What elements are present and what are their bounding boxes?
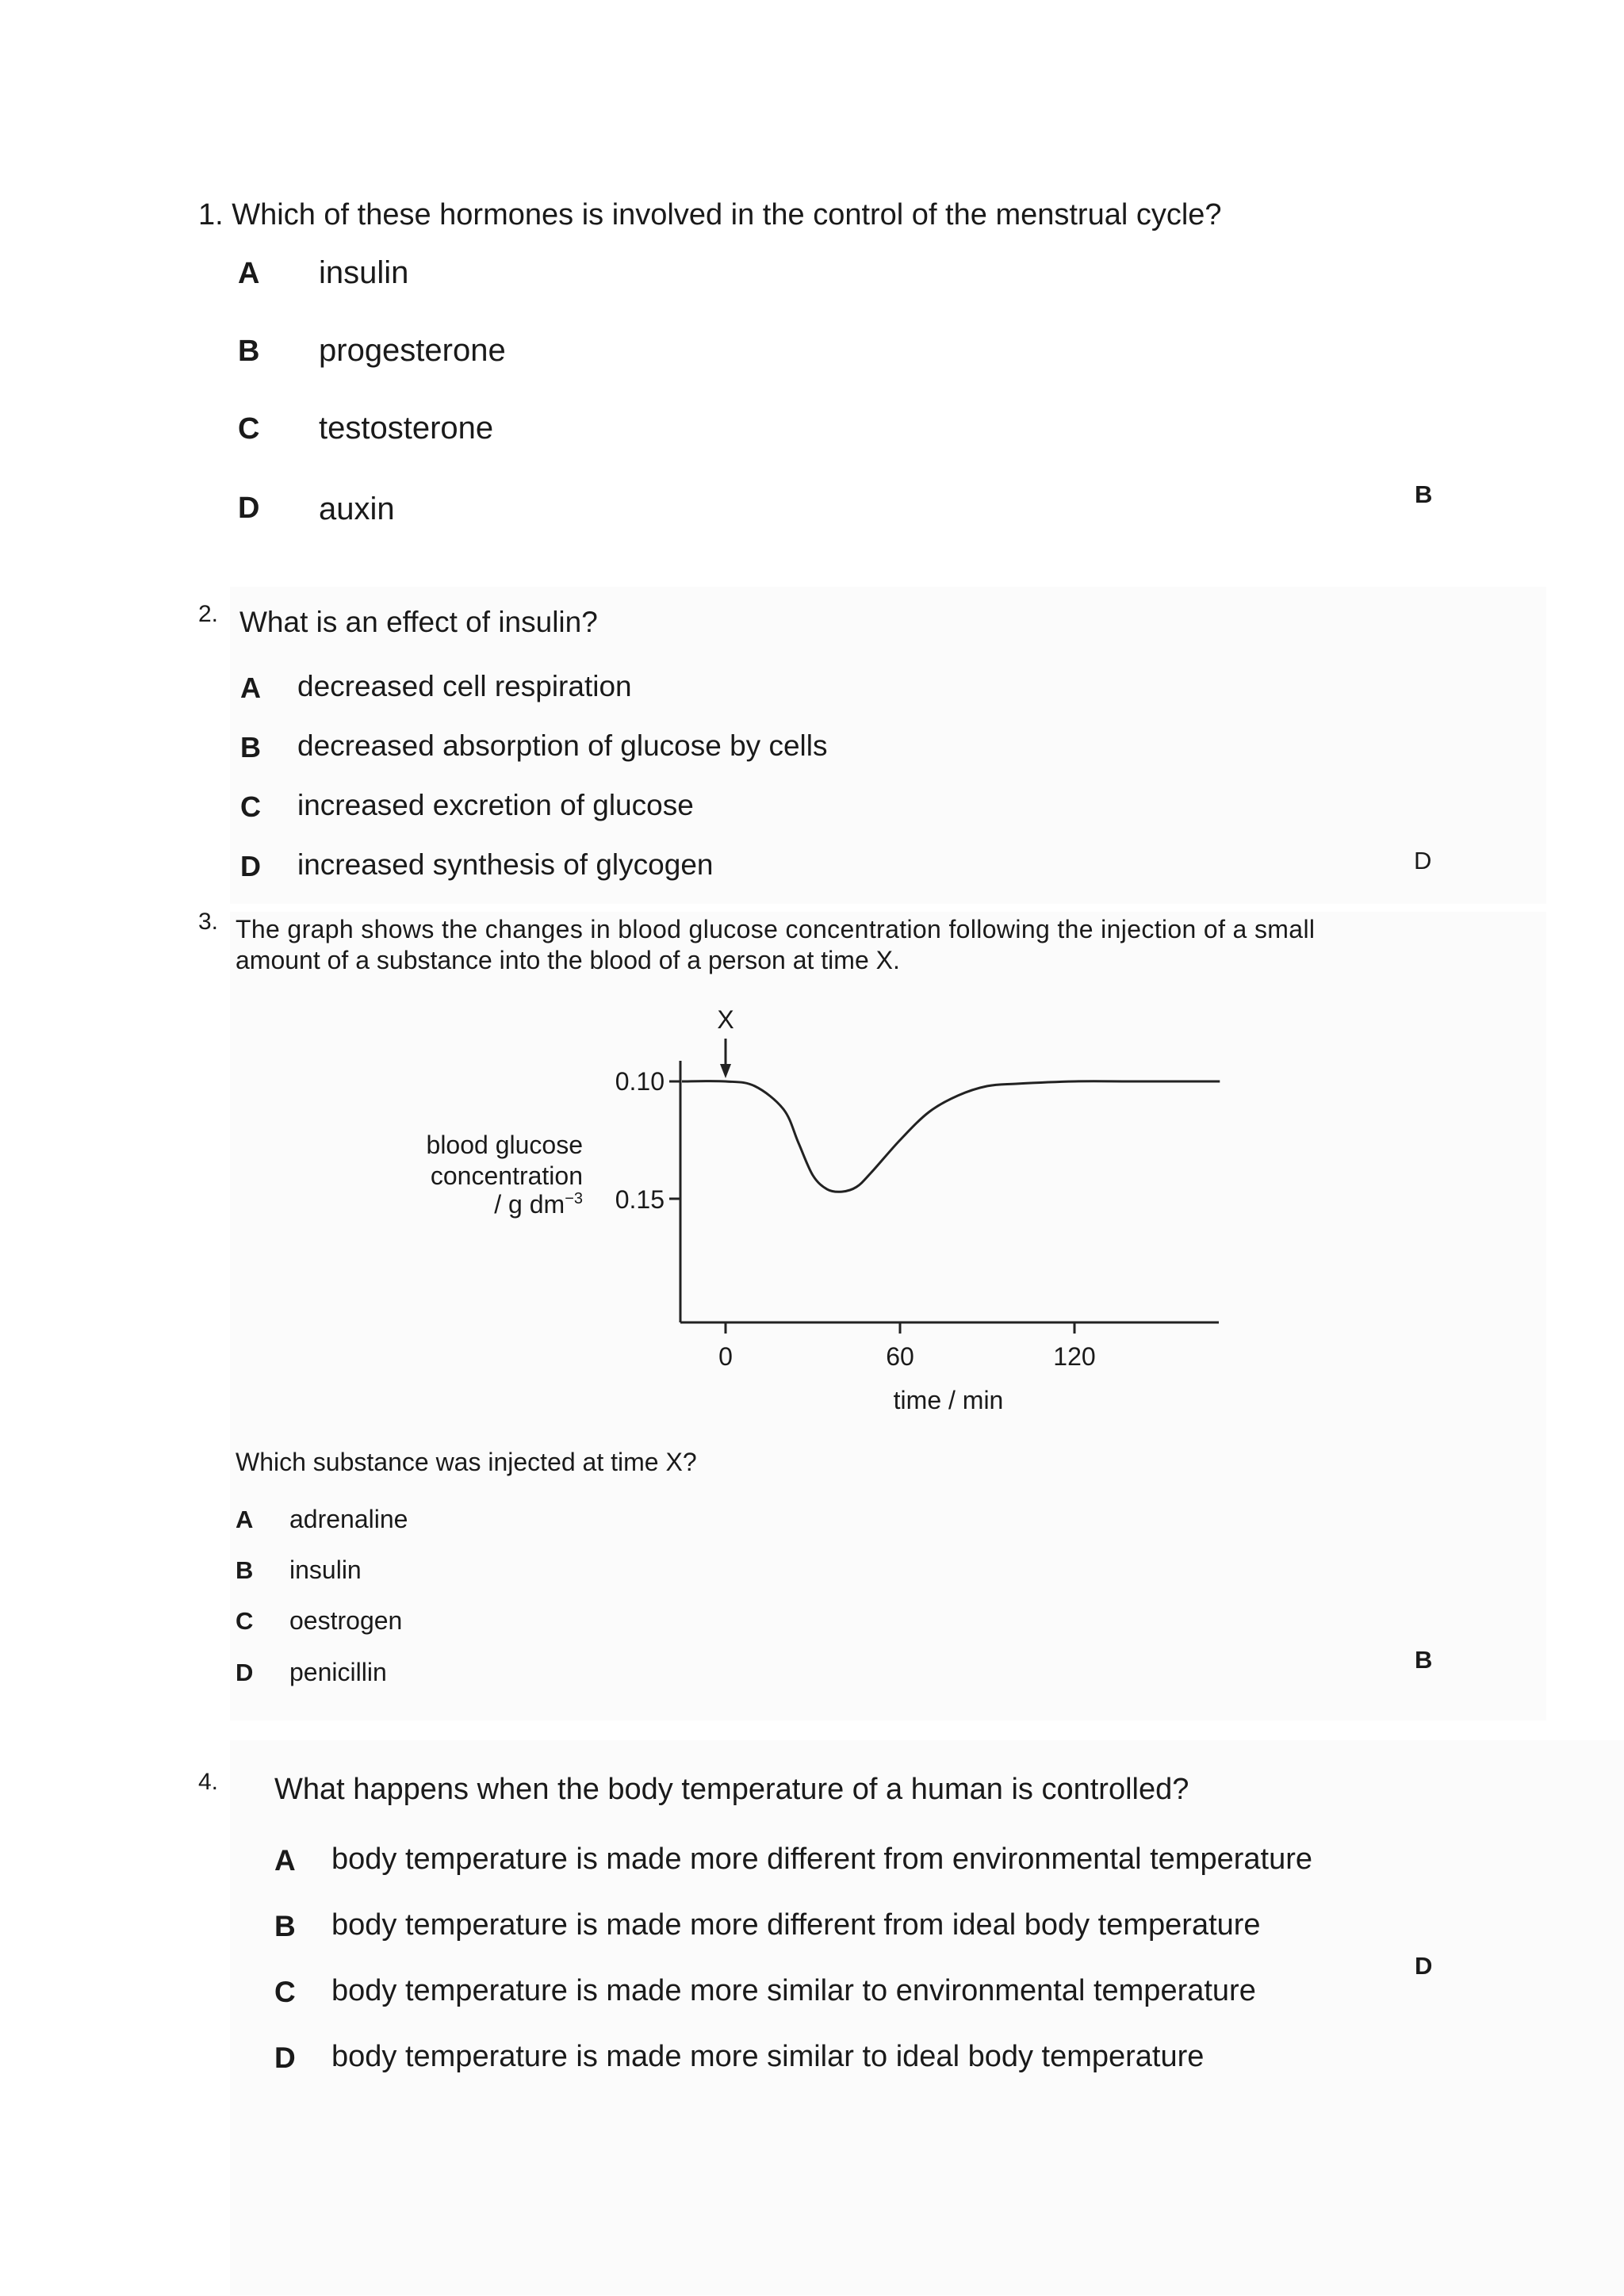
y-tick-label-0.10: 0.10	[615, 1067, 665, 1096]
q4-option-c-text: body temperature is made more similar to environmental temperature	[331, 1974, 1256, 2007]
q3-question: Which substance was injected at time X?	[236, 1448, 697, 1476]
q1-option-a-letter: A	[238, 257, 260, 290]
q3-text-line2: amount of a substance into the blood of a person at time X.	[236, 946, 900, 974]
q2-answer: D	[1414, 847, 1432, 874]
q2-option-d-letter: D	[240, 850, 261, 882]
q4-option-b-letter: B	[274, 1910, 296, 1942]
glucose-chart	[381, 991, 1253, 1427]
y-axis-label-line1: blood glucose	[426, 1131, 583, 1159]
y-axis-label-line2: concentration	[430, 1161, 583, 1190]
q4-number: 4.	[198, 1769, 219, 1795]
q2-option-d-text: increased synthesis of glycogen	[297, 848, 714, 881]
q1-answer: B	[1415, 480, 1433, 508]
q2-option-c-letter: C	[240, 790, 261, 823]
q3-answer: B	[1415, 1646, 1433, 1674]
q1-option-b-text: progesterone	[319, 333, 506, 368]
q4-option-b-text: body temperature is made more different from ideal body temperature	[331, 1908, 1261, 1942]
glucose-series-line	[682, 1081, 1220, 1192]
q3-number: 3.	[198, 909, 219, 935]
q1-option-c-text: testosterone	[319, 411, 494, 446]
q2-text: What is an effect of insulin?	[239, 606, 598, 638]
q1-option-c-letter: C	[238, 412, 260, 446]
q1-title	[198, 198, 1222, 232]
q3-option-c-text: oestrogen	[289, 1606, 403, 1635]
q4-option-a-text: body temperature is made more different from environmental temperature	[331, 1843, 1313, 1876]
q2-number: 2.	[198, 601, 219, 627]
q2-option-b-text: decreased absorption of glucose by cells	[297, 729, 828, 762]
q4-option-d-text: body temperature is made more similar to ideal body temperature	[331, 2040, 1205, 2073]
q3-option-b-letter: B	[236, 1556, 254, 1584]
injection-marker-label: X	[717, 1005, 734, 1034]
q1-number: 1.	[198, 198, 224, 232]
q2-option-a-letter: A	[240, 672, 261, 704]
q4-option-a-letter: A	[274, 1844, 296, 1877]
y-axis-label-unit: / g dm	[494, 1190, 565, 1219]
q1-option-d-text: auxin	[319, 492, 395, 526]
q1-option-d-letter: D	[238, 492, 260, 525]
x-tick-label-0: 0	[718, 1342, 733, 1371]
q3-option-a-letter: A	[236, 1506, 254, 1533]
q2-option-b-letter: B	[240, 731, 261, 763]
q4-option-c-letter: C	[274, 1976, 296, 2008]
q1-option-a-text: insulin	[319, 255, 409, 290]
q4-answer: D	[1415, 1952, 1433, 1980]
q1-text: Which of these hormones is involved in the control of the menstrual cycle?	[232, 198, 1222, 232]
q3-option-c-letter: C	[236, 1607, 254, 1635]
q4-option-d-letter: D	[274, 2042, 296, 2074]
q3-option-d-letter: D	[236, 1659, 254, 1686]
y-axis-label-sup: −3	[565, 1190, 583, 1207]
q2-option-c-text: increased excretion of glucose	[297, 789, 694, 821]
x-tick-label-120: 120	[1053, 1342, 1096, 1371]
q4-text: What happens when the body temperature of a human is controlled?	[274, 1773, 1189, 1806]
y-axis-label-line3	[494, 1190, 583, 1219]
q4-panel	[230, 1740, 1624, 2295]
q1-option-b-letter: B	[238, 335, 260, 368]
y-tick-label-0.15: 0.15	[615, 1185, 665, 1214]
x-axis-label: time / min	[893, 1386, 1004, 1414]
q2-option-a-text: decreased cell respiration	[297, 670, 632, 702]
q3-text-line1: The graph shows the changes in blood glucose concentration following the injection of a small	[236, 915, 1316, 943]
q3-option-a-text: adrenaline	[289, 1505, 408, 1533]
injection-arrow-head	[720, 1064, 731, 1078]
q3-option-b-text: insulin	[289, 1556, 362, 1584]
x-tick-label-60: 60	[886, 1342, 914, 1371]
q3-option-d-text: penicillin	[289, 1658, 387, 1686]
